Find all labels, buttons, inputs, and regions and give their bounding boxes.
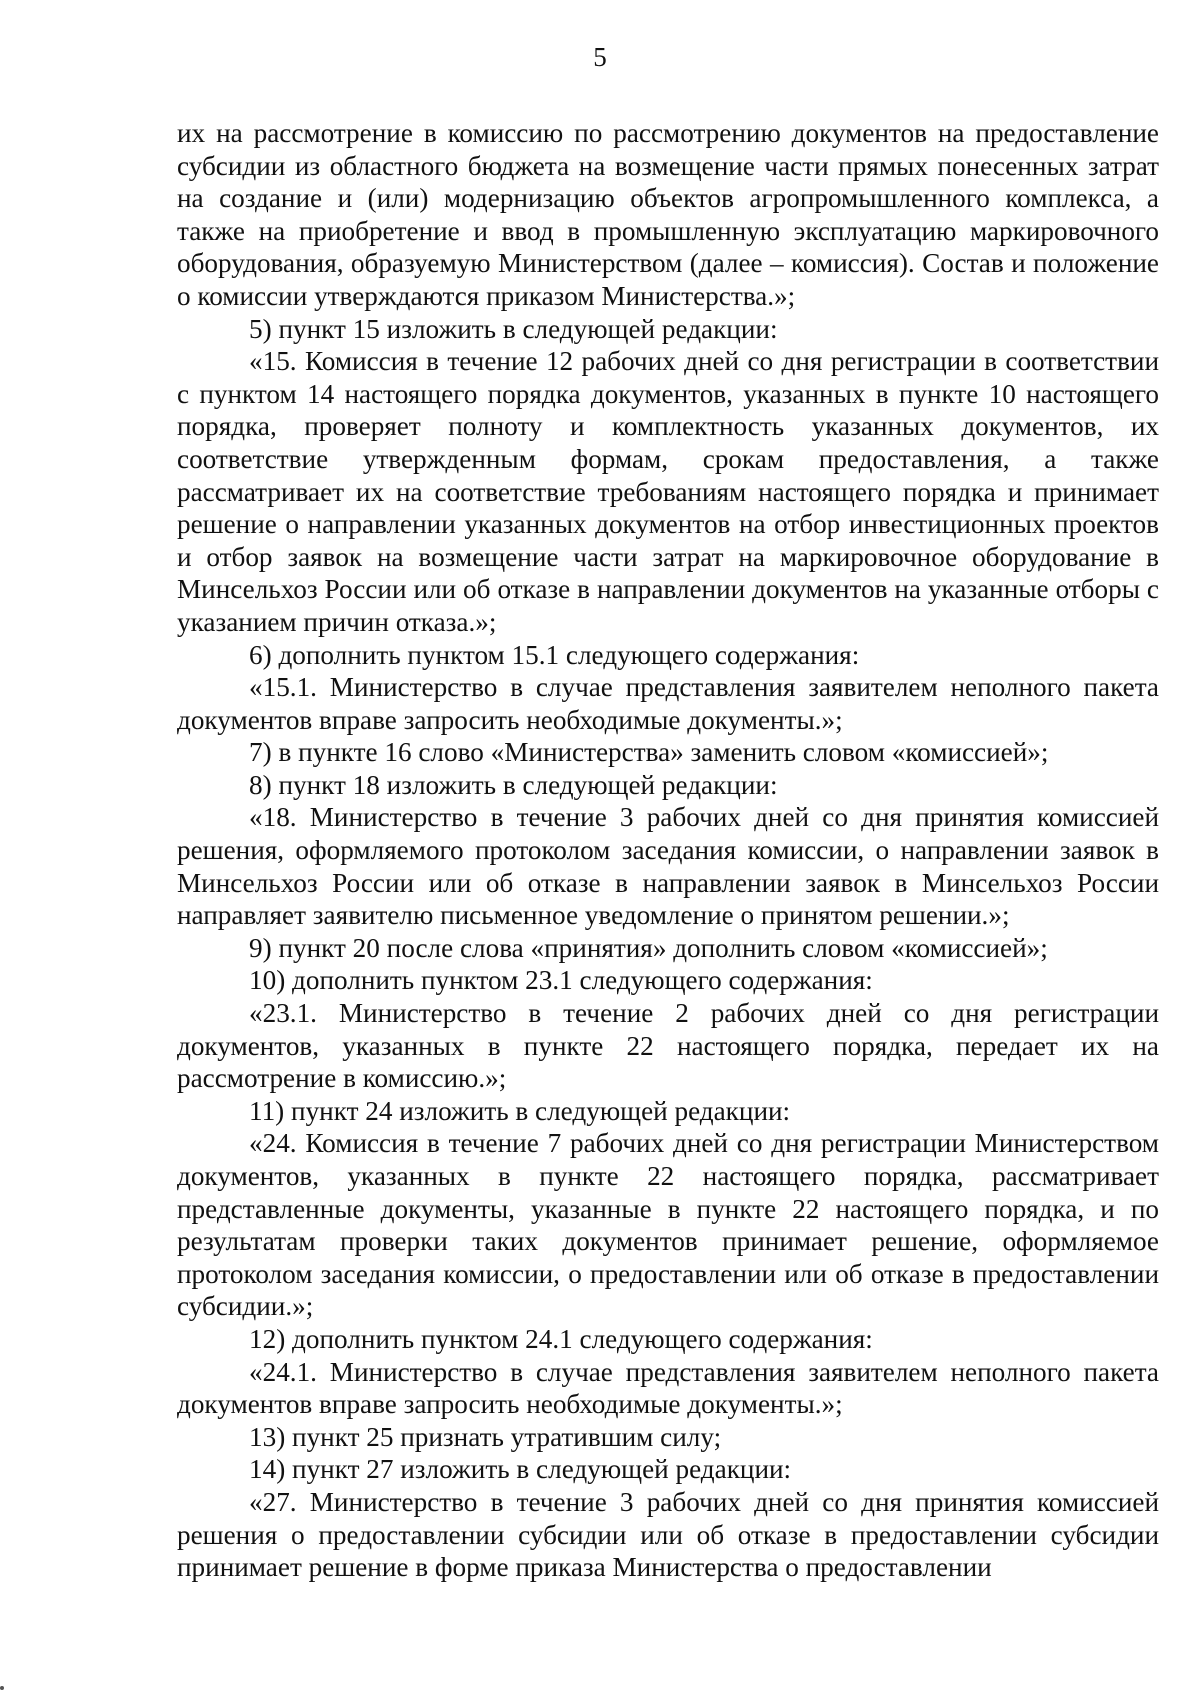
paragraph-item-14: 14) пункт 27 изложить в следующей редакции:	[249, 1454, 792, 1485]
paragraph-item-7: 7) в пункте 16 слово «Министерства» заменить словом «комиссией»;	[249, 737, 1049, 768]
paragraph-clause-24-1: «24.1. Министерство в случае представления заявителем неполного пакета документов вправе запросить необходимые документы.»;	[177, 1356, 1159, 1420]
paragraph-item-11: 11) пункт 24 изложить в следующей редакции:	[249, 1095, 791, 1126]
paragraph-item-5: 5) пункт 15 изложить в следующей редакции:	[249, 313, 778, 344]
paragraph-item-13: 13) пункт 25 признать утратившим силу;	[249, 1421, 722, 1452]
page-number: 5	[593, 42, 607, 72]
paragraph-item-6: 6) дополнить пунктом 15.1 следующего содержания:	[249, 639, 860, 670]
paragraph-clause-15-1: «15.1. Министерство в случае представления заявителем неполного пакета документов вправе запросить необходимые документы.»;	[177, 672, 1159, 735]
paragraph-clause-23-1: «23.1. Министерство в течение 2 рабочих дней со дня регистрации документов, указанных в пункте 22 настоящего порядка, передает их на рассмотрение в комиссию.»;	[177, 998, 1159, 1094]
scan-artifact-dot	[0, 1686, 4, 1690]
paragraph-item-10: 10) дополнить пунктом 23.1 следующего содержания:	[249, 965, 873, 996]
paragraph-item-8: 8) пункт 18 изложить в следующей редакции:	[249, 769, 778, 800]
paragraph-clause-15: «15. Комиссия в течение 12 рабочих дней со дня регистрации в соответствии с пунктом 14 настоящего порядка документов, указанных в пункте 10 настоящего порядка, проверяет полноту и комплектность указанных документов, их соответствие утвержденным формам, срокам предоставления, а также рассматривает их на соответствие требованиям настоящего порядка и принимает решение о направлении указанных документов на отбор инвестиционных проектов и отбор заявок на возмещение части затрат на маркировочное оборудование в Минсельхоз России или об отказе в направлении документов на указанные отборы с указанием причин отказа.»;	[177, 346, 1159, 637]
paragraph-clause-24: «24. Комиссия в течение 7 рабочих дней со дня регистрации Министерством документов, указанных в пункте 22 настоящего порядка, рассматривает представленные документы, указанные в пункте 22 настоящего порядка, и по результатам проверки таких документов принимает решение, оформляемое протоколом заседания комиссии, о предоставлении или об отказе в предоставлении субсидии.»;	[177, 1128, 1159, 1322]
paragraph-clause-18: «18. Министерство в течение 3 рабочих дней со дня принятия комиссией решения, оформляемого протоколом заседания комиссии, о направлении заявок в Минсельхоз России или об отказе в направлении заявок в Минсельхоз России направляет заявителю письменное уведомление о принятом решении.»;	[177, 802, 1159, 931]
paragraph-continuation: их на рассмотрение в комиссию по рассмотрению документов на предоставление субсидии из областного бюджета на возмещение части прямых понесенных затрат на создание и (или) модернизацию объектов агропромышленного комплекса, а также на приобретение и ввод в промышленную эксплуатацию маркировочного оборудования, образуемую Министерством (далее – комиссия). Состав и положение о комиссии утверждаются приказом Министерства.»;	[177, 118, 1159, 311]
paragraph-item-12: 12) дополнить пунктом 24.1 следующего содержания:	[249, 1323, 873, 1354]
paragraph-clause-27: «27. Министерство в течение 3 рабочих дней со дня принятия комиссией решения о предоставлении субсидии или об отказе в предоставлении субсидии принимает решение в форме приказа Министерства о предоставлении	[177, 1486, 1159, 1583]
paragraph-item-9: 9) пункт 20 после слова «принятия» дополнить словом «комиссией»;	[249, 932, 1048, 963]
document-body	[177, 117, 1159, 1584]
